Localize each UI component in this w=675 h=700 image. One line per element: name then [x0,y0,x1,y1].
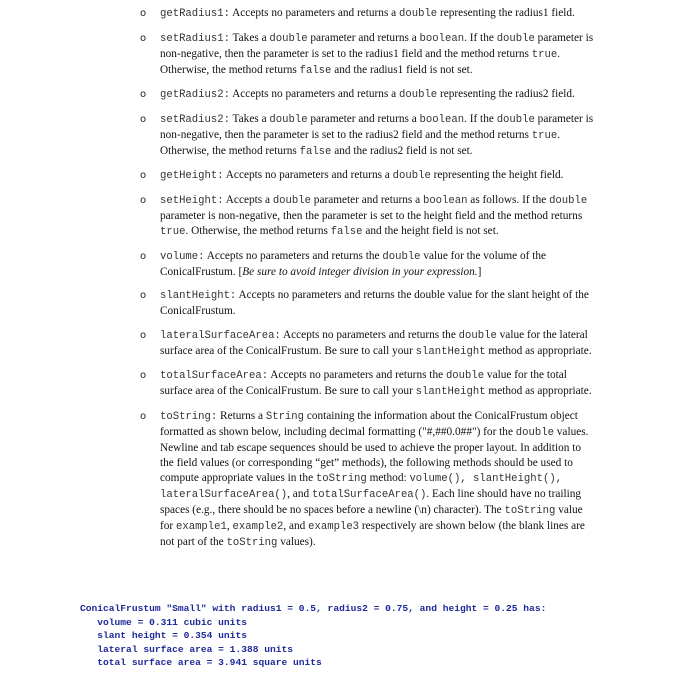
bullet-icon: o [140,250,147,262]
output-line: volume = 0.311 cubic units [80,616,247,628]
description-text: . Otherwise, the method returns [185,224,331,237]
output-line: ConicalFrustum "Small" with radius1 = 0.5, radius2 = 0.75, and height = 0.25 has: [80,603,547,614]
method-item [0,409,596,551]
method-item [0,6,596,22]
inline-code: example1 [176,520,227,533]
method-item [0,328,596,360]
inline-code: double [272,194,311,207]
description-text: . Otherwise, the method returns [160,128,561,157]
description-text: Accepts no parameters and returns the double value for the slant height of the ConicalFrustum. [160,289,589,318]
inline-code: true [531,129,558,142]
bullet-icon: o [140,89,147,101]
description-text: Accepts no parameters and returns the [280,328,459,341]
description-text: . Otherwise, the method returns [160,47,561,76]
method-name: slantHeight: [160,290,237,303]
inline-code: double [515,426,554,439]
method-item [0,368,596,400]
description-text: parameter is non-negative, then the parameter is set to the radius2 field and the method returns [160,112,594,141]
inline-code: volume(), slantHeight(), lateralSurfaceArea() [160,472,563,501]
bullet-icon: o [140,290,147,302]
inline-code: double [399,89,438,102]
description-text: value for the volume of the ConicalFrustum. [ [160,249,547,278]
method-item [0,112,596,160]
inline-code: boolean [422,194,468,207]
bullet-icon: o [140,113,147,125]
output-line: total surface area = 3.941 square units [80,657,322,668]
inline-code: boolean [419,32,465,45]
inline-code: example2 [232,520,284,533]
method-name: getRadius2: [160,89,230,102]
description-text: , and [283,519,309,532]
inline-code: double [496,32,535,45]
description-text: Takes a [229,112,270,125]
bullet-icon: o [140,8,147,19]
bullet-icon: o [140,410,147,422]
method-name: setRadius2: [160,113,230,126]
method-item [0,87,596,103]
method-name: toString: [160,410,218,423]
description-text: parameter is non-negative, then the parameter is set to the height field and the method returns [160,209,583,222]
description-text: Accepts no parameters and returns a [229,7,400,19]
inline-code: true [531,48,558,61]
description-text: parameter is non-negative, then the parameter is set to the radius1 field and the method returns [160,31,594,60]
description-text: respectively are shown below (the blank lines are not part of the [160,519,585,548]
description-text: values. Newline and tab escape sequences should be used to achieve the proper layout. In addition to the field values (or corresponding “get” methods), the following methods should be used to compute appropriate values in the [160,425,589,484]
method-item [0,168,596,184]
inline-code: slantHeight [415,345,486,358]
inline-code: slantHeight [415,386,486,399]
method-name: volume: [160,250,205,263]
method-item [0,288,596,319]
method-name: setHeight: [160,194,224,207]
description-text: Accepts a [223,193,273,206]
description-text: Accepts no parameters and returns the [204,249,383,262]
description-text: . If the [464,112,497,125]
description-text: , and [287,487,312,500]
description-text: Returns a [217,409,266,422]
description-text: Accepts no parameters and returns a [229,88,400,101]
inline-code: double [496,113,535,126]
description-text: value for the total surface area of the ConicalFrustum. Be sure to call your [160,369,567,398]
description-text: representing the height field. [430,169,564,182]
inline-code: double [392,170,431,183]
description-text: , [226,519,233,532]
bullet-icon: o [140,170,147,182]
inline-code: double [382,250,421,263]
description-text: method as appropriate. [485,344,592,357]
description-text: and the height field is not set. [362,224,499,237]
description-text: as follows. If the [467,193,550,206]
inline-code: toString [504,504,556,517]
output-line: slant height = 0.354 units [80,630,247,641]
description-text: containing the information about the ConicalFrustum object formatted as shown below, including decimal formatting ("#,##0.0##") for the [160,409,578,438]
output-line: lateral surface area = 1.388 units [80,643,294,655]
bullet-icon: o [140,194,147,206]
bullet-icon: o [140,32,147,44]
inline-code: double [399,8,438,20]
description-text: . If the [464,31,497,44]
description-text: value for the lateral surface area of the ConicalFrustum. Be sure to call your [160,328,588,357]
inline-code: double [269,113,308,126]
description-text: Accepts no parameters and returns the [268,369,446,382]
method-name: getRadius1: [160,8,230,20]
description-text: parameter and returns a [310,193,423,206]
method-name: lateralSurfaceArea: [160,329,281,342]
inline-code: totalSurfaceArea() [311,488,427,501]
description-text: values). [277,535,316,548]
method-list [0,6,675,560]
emphasis-text: Be sure to avoid integer division in your expression. [242,265,478,278]
inline-code: String [265,410,305,423]
inline-code: double [458,329,497,342]
method-item [0,249,596,280]
console-output [80,602,546,670]
description-text: Accepts no parameters and returns a [223,169,393,182]
inline-code: double [549,194,588,207]
inline-code: double [269,32,308,45]
inline-code: false [299,145,332,158]
description-text: method: [366,471,410,484]
inline-code: example3 [308,520,360,533]
description-text: . Each line should have no trailing spaces (e.g., there should be no spaces before a newline (\n) character). The [160,487,582,516]
description-text: Takes a [229,31,270,44]
method-item [0,193,596,240]
description-text: parameter and returns a [307,31,420,44]
inline-code: boolean [419,113,465,126]
method-name: getHeight: [160,170,224,183]
bullet-icon: o [140,329,147,341]
method-item [0,31,596,79]
description-text: representing the radius1 field. [437,7,575,19]
description-text: ] [477,265,482,278]
method-name: totalSurfaceArea: [160,370,269,383]
inline-code: toString [226,536,278,549]
bullet-icon: o [140,370,147,382]
description-text: value for [160,503,583,532]
inline-code: false [299,64,332,77]
method-name: setRadius1: [160,32,230,45]
description-text: and the radius1 field is not set. [331,63,473,76]
inline-code: false [330,225,363,238]
description-text: method as appropriate. [485,385,592,398]
inline-code: double [445,370,485,383]
description-text: representing the radius2 field. [437,88,575,101]
description-text: and the radius2 field is not set. [331,144,473,157]
description-text: parameter and returns a [307,112,420,125]
inline-code: true [160,225,186,238]
inline-code: toString [315,472,367,485]
